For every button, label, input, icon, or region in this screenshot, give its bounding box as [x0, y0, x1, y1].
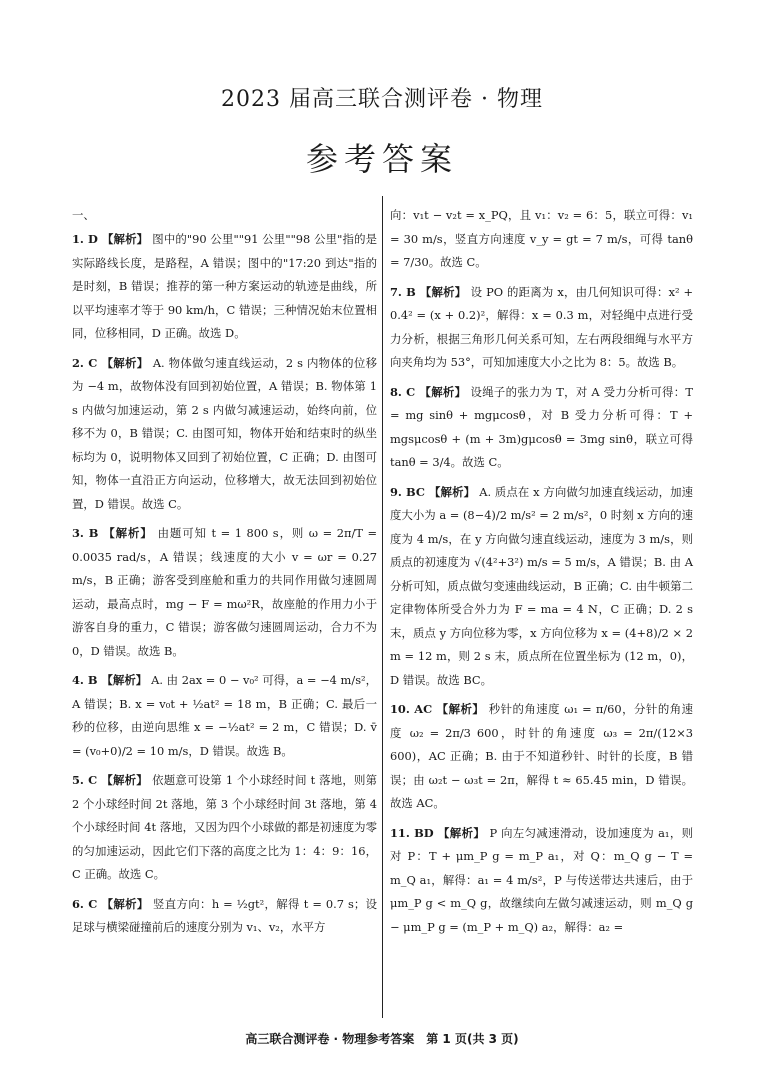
- column-divider: [382, 196, 383, 1018]
- document-subtitle: 参考答案: [305, 140, 458, 178]
- question-answer: C: [406, 384, 420, 399]
- question-item: [72, 669, 377, 763]
- question-analysis: 秒针的角速度 ω₁ = π/60，分针的角速度 ω₂ = 2π/3 600，时针的角速度 ω₃ = 2π/(12×3 600)，AC 正确；B. 由于不知道秒针、时针的长度，B 错误；由 ω₂t − ω₃t = 2π，解得 t ≈ 65.45 min，D 错误。故选 AC。: [390, 702, 693, 810]
- question-answer: B: [88, 526, 104, 540]
- question-number: 8.: [390, 384, 407, 399]
- question-analysis: 依题意可设第 1 个小球经时间 t 落地，则第 2 个小球经时间 2t 落地，第 3 个小球经时间 3t 落地，第 4 个小球经时间 4t 落地，又因为四个小球做的都是初速度为零的匀加速运动，因此它们下落的高度之比为 1：4：9：16，C 正确。故选 C。: [72, 773, 378, 881]
- question-item: [390, 381, 693, 475]
- question-answer: B: [87, 673, 102, 687]
- analysis-tag: 【解析】: [101, 773, 153, 787]
- question-analysis: A. 由 2ax = 0 − v₀² 可得，a = −4 m/s²，A 错误；B. x = v₀t + ½at² = 18 m，B 正确；C. 最后一秒的位移，由逆向思维 x = −½at² = 2 m，C 错误；D. v̄ = (v₀+0)/2 = 10 m/s，D 错误。故选 B。: [72, 673, 378, 758]
- question-analysis: 图中的"90 公里""91 公里""98 公里"指的是实际路线长度，是路程，A 错误；图中的"17:20 到达"指的是时刻，B 错误；推荐的第一种方案运动的轨迹是曲线，所以平均速率才等于 90 km/h，C 错误；三种情况始末位置相同，位移相同，D 正确。故选 D。: [72, 232, 378, 340]
- question-answer: C: [88, 773, 102, 787]
- document-title: 2023 届高三联合测评卷 · 物理: [221, 87, 543, 112]
- question-answer: BC: [406, 484, 430, 499]
- question-item: [390, 481, 693, 693]
- analysis-tag: 【解析】: [436, 702, 489, 716]
- question-number: 4.: [72, 673, 88, 687]
- question-item: [72, 522, 377, 663]
- question-item: [72, 352, 377, 517]
- question-item: [72, 769, 377, 887]
- question-number: 10.: [390, 702, 415, 716]
- page-footer: 高三联合测评卷 · 物理参考答案 第 1 页(共 3 页): [245, 1032, 519, 1046]
- question-item: [390, 698, 693, 816]
- analysis-tag: 【解析】: [103, 526, 158, 540]
- question-number: 6.: [72, 896, 89, 911]
- analysis-tag: 【解析】: [429, 484, 480, 499]
- question-number: 11.: [390, 825, 415, 840]
- question-item: [390, 204, 693, 275]
- question-number: 1.: [72, 232, 89, 246]
- question-analysis: 设绳子的张力为 T，对 A 受力分析可得：T = mg sinθ + mgμcosθ，对 B 受力分析可得：T + mgsμcosθ + (m + 3m)gμcosθ = 3mg sinθ，联立可得 tanθ = 3/4。故选 C。: [390, 384, 693, 469]
- question-answer: B: [406, 284, 420, 299]
- question-analysis: 向：v₁t − v₂t = x_PQ，且 v₁：v₂ = 6：5，联立可得：v₁ = 30 m/s，竖直方向速度 v_y = gt = 7 m/s，可得 tanθ = 7/30。故选 C。: [390, 208, 693, 269]
- analysis-tag: 【解析】: [438, 825, 490, 840]
- question-analysis: 设 PO 的距离为 x，由几何知识可得：x² + 0.4² = (x + 0.2)²，解得：x = 0.3 m，对轻绳中点进行受力分析，根据三角形几何关系可知，左右两段细绳与水平方向夹角均为 53°，可知加速度大小之比为 8：5。故选 B。: [390, 284, 693, 369]
- right-column: [390, 204, 693, 945]
- question-analysis: P 向左匀减速滑动，设加速度为 a₁，则对 P：T + μm_P g = m_P a₁，对 Q：m_Q g − T = m_Q a₁，解得：a₁ = 4 m/s²，P 与传送带达共速后，由于 μm_P g < m_Q g，故继续向左做匀减速运动，则 m_Q g − μm_P g = (m_P + m_Q) a₂，解得：a₂ =: [390, 825, 693, 934]
- question-analysis: 竖直方向：h = ½gt²，解得 t = 0.7 s；设足球与横梁碰撞前后的速度分别为 v₁、v₂，水平方: [72, 896, 377, 934]
- question-analysis: A. 物体做匀速直线运动，2 s 内物体的位移为 −4 m，故物体没有回到初始位置，A 错误；B. 物体第 1 s 内做匀加速运动，第 2 s 内做匀减速运动，始终向前，位移不为 0，B 错误；C. 由图可知，物体开始和结束时的纵坐标均为 0，说明物体又回到了初始位置，C 正确；D. 由图可知，物体一直沿正方向运动，位移增大，故无法回到初始位置，D 错误。故选 C。: [72, 355, 377, 511]
- analysis-tag: 【解析】: [419, 284, 471, 299]
- question-item: [390, 281, 693, 375]
- analysis-tag: 【解析】: [101, 673, 152, 687]
- question-item: [72, 228, 377, 346]
- analysis-tag: 【解析】: [102, 232, 153, 246]
- question-answer: BD: [414, 825, 439, 840]
- question-number: 3.: [72, 526, 89, 540]
- question-item: [390, 822, 693, 940]
- right-question-list: [390, 204, 693, 939]
- section-heading: 一、: [72, 208, 95, 222]
- question-answer: D: [88, 232, 103, 246]
- question-number: 9.: [390, 484, 406, 499]
- question-item: [72, 893, 377, 940]
- left-question-list: [72, 228, 377, 940]
- analysis-tag: 【解析】: [101, 896, 154, 911]
- question-number: 7.: [390, 284, 407, 299]
- analysis-tag: 【解析】: [419, 384, 471, 399]
- analysis-tag: 【解析】: [101, 355, 153, 370]
- question-answer: C: [88, 896, 102, 911]
- left-column: [72, 204, 377, 946]
- question-analysis: A. 质点在 x 方向做匀加速直线运动，加速度大小为 a = (8−4)/2 m/s² = 2 m/s²，0 时刻 x 方向的速度为 4 m/s，在 y 方向做匀速直线运动，速度为 3 m/s，则质点的初速度为 √(4²+3²) m/s = 5 m/s，A 错误；B. 由 A 分析可知，质点做匀变速曲线运动，B 正确；C. 由牛顿第二定律物体所受合外力为 F = ma = 4 N，C 正确；D. 2 s 末，质点 y 方向位移为零，x 方向位移为 x = (4+8)/2 × 2 m = 12 m，则 2 s 末，质点所在位置坐标为 (12 m，0)，D 错误。故选 BC。: [390, 484, 694, 687]
- question-number: 5.: [72, 773, 89, 787]
- question-analysis: 由题可知 t = 1 800 s，则 ω = 2π/T = 0.0035 rad/s，A 错误；线速度的大小 v = ωr = 0.27 m/s，B 正确；游客受到座舱和重力的共同作用做匀速圆周运动，最高点时，mg − F = mω²R，故座舱的作用力小于游客自身的重力，C 错误；游客做匀速圆周运动，合力不为 0，D 错误。故选 B。: [72, 526, 378, 658]
- question-number: 2.: [72, 355, 89, 370]
- question-answer: C: [88, 355, 102, 370]
- question-answer: AC: [414, 702, 437, 716]
